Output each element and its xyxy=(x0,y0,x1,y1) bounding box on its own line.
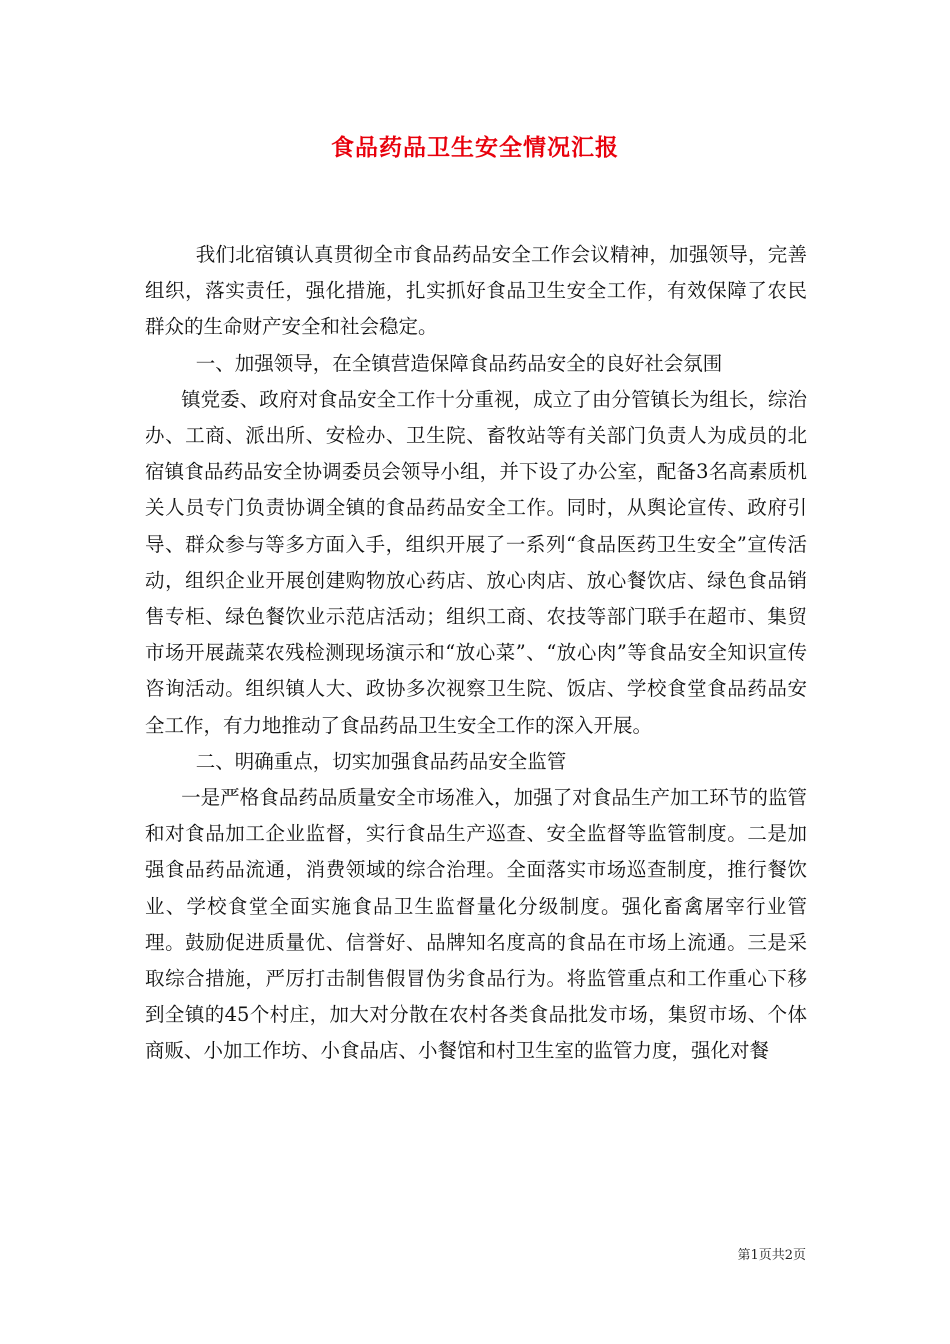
section-heading-2: 二、明确重点，切实加强食品药品安全监管 xyxy=(195,749,567,773)
page-number: 第1页共2页 xyxy=(737,1248,806,1263)
intro-paragraph: 我们北宿镇认真贯彻全市食品药品安全工作会议精神，加强领导，完善组织，落实责任，强化措施，扎实抓好食品卫生安全工作，有效保障了农民群众的生命财产安全和社会稳定。 xyxy=(145,243,807,339)
section-heading-1: 一、加强领导，在全镇营造保障食品药品安全的良好社会氛围 xyxy=(195,351,723,375)
section-1-paragraph: 镇党委、政府对食品安全工作十分重视，成立了由分管镇长为组长，综治办、工商、派出所、安检办、卫生院、畜牧站等有关部门负责人为成员的北宿镇食品药品安全协调委员会领导小组，并下设了办公室，配备3名高素质机关人员专门负责协调全镇的食品药品安全工作。同时，从舆论宣传、政府引导、群众参与等多方面入手，组织开展了一系列“食品医药卫生安全”宣传活动，组织企业开展创建购物放心药店、放心肉店、放心餐饮店、绿色食品销售专柜、绿色餐饮业示范店活动；组织工商、农技等部门联手在超市、集贸市场开展蔬菜农残检测现场演示和“放心菜”、“放心肉”等食品安全知识宣传咨询活动。组织镇人大、政协多次视察卫生院、饭店、学校食堂食品药品安全工作，有力地推动了食品药品卫生安全工作的深入开展。 xyxy=(145,387,807,737)
document-body xyxy=(145,237,807,1070)
section-2-paragraph: 一是严格食品药品质量安全市场准入，加强了对食品生产加工环节的监管和对食品加工企业监督，实行食品生产巡查、安全监督等监管制度。二是加强食品药品流通，消费领域的综合治理。全面落实市场巡查制度，推行餐饮业、学校食堂全面实施食品卫生监督量化分级制度。强化畜禽屠宰行业管理。鼓励促进质量优、信誉好、品牌知名度高的食品在市场上流通。三是采取综合措施，严厉打击制售假冒伪劣食品行为。将监管重点和工作重心下移到全镇的45个村庄，加大对分散在农村各类食品批发市场，集贸市场、个体商贩、小加工作坊、小食品店、小餐馆和村卫生室的监管力度，强化对餐 xyxy=(145,786,807,1063)
document-title: 食品药品卫生安全情况汇报 xyxy=(331,134,619,161)
